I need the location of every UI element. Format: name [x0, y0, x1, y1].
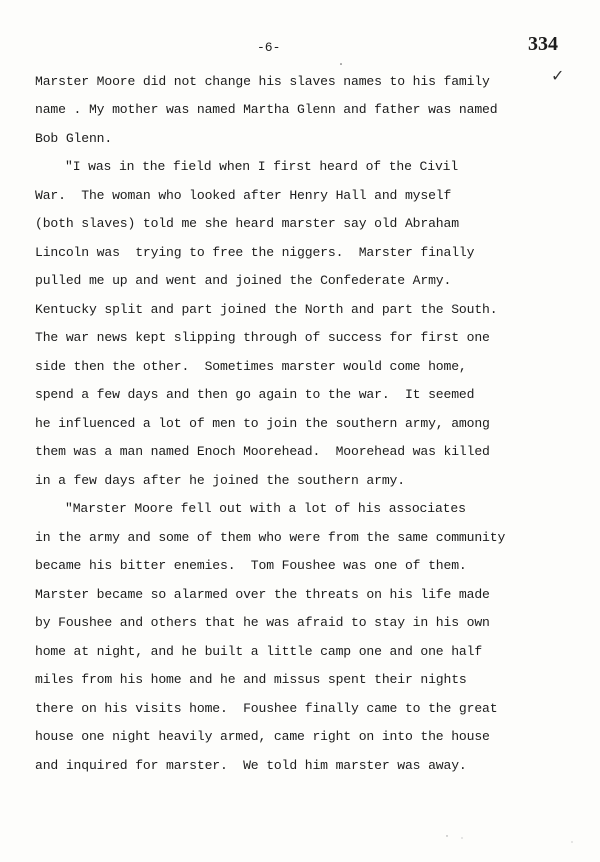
text-line: The war news kept slipping through of success for first one: [35, 330, 490, 345]
text-line: home at night, and he built a little camp one and one half: [35, 644, 483, 659]
text-line: Kentucky split and part joined the North and part the South.: [35, 302, 498, 317]
text-line: miles from his home and he and missus spent their nights: [35, 672, 467, 687]
text-line: there on his visits home. Foushee finally came to the great: [35, 701, 498, 716]
text-line: pulled me up and went and joined the Confederate Army.: [35, 273, 452, 288]
text-line: Marster Moore did not change his slaves names to his family: [35, 74, 490, 89]
text-line: them was a man named Enoch Moorehead. Moorehead was killed: [35, 444, 490, 459]
text-line: Marster became so alarmed over the threats on his life made: [35, 587, 490, 602]
text-line: he influenced a lot of men to join the southern army, among: [35, 416, 490, 431]
text-line: in the army and some of them who were from the same community: [35, 530, 506, 545]
page-number: -6-: [257, 40, 281, 55]
text-line: side then the other. Sometimes marster would come home,: [35, 359, 467, 374]
text-line: Bob Glenn.: [35, 131, 113, 146]
text-line: Lincoln was trying to free the niggers. Marster finally: [35, 245, 475, 260]
text-line: house one night heavily armed, came right on into the house: [35, 729, 490, 744]
text-line: became his bitter enemies. Tom Foushee was one of them.: [35, 558, 467, 573]
text-line: by Foushee and others that he was afraid to stay in his own: [35, 615, 490, 630]
check-mark: ✓: [551, 66, 565, 85]
text-line: spend a few days and then go again to the war. It seemed: [35, 387, 475, 402]
text-line: (both slaves) told me she heard marster say old Abraham: [35, 216, 459, 231]
text-line: War. The woman who looked after Henry Hall and myself: [35, 188, 452, 203]
text-line: in a few days after he joined the southern army.: [35, 473, 405, 488]
text-line: and inquired for marster. We told him marster was away.: [35, 758, 467, 773]
text-line: "Marster Moore fell out with a lot of his associates: [65, 501, 466, 516]
text-line: name . My mother was named Martha Glenn and father was named: [35, 102, 498, 117]
archive-number: 334: [528, 33, 558, 55]
text-line: "I was in the field when I first heard of the Civil: [65, 159, 459, 174]
